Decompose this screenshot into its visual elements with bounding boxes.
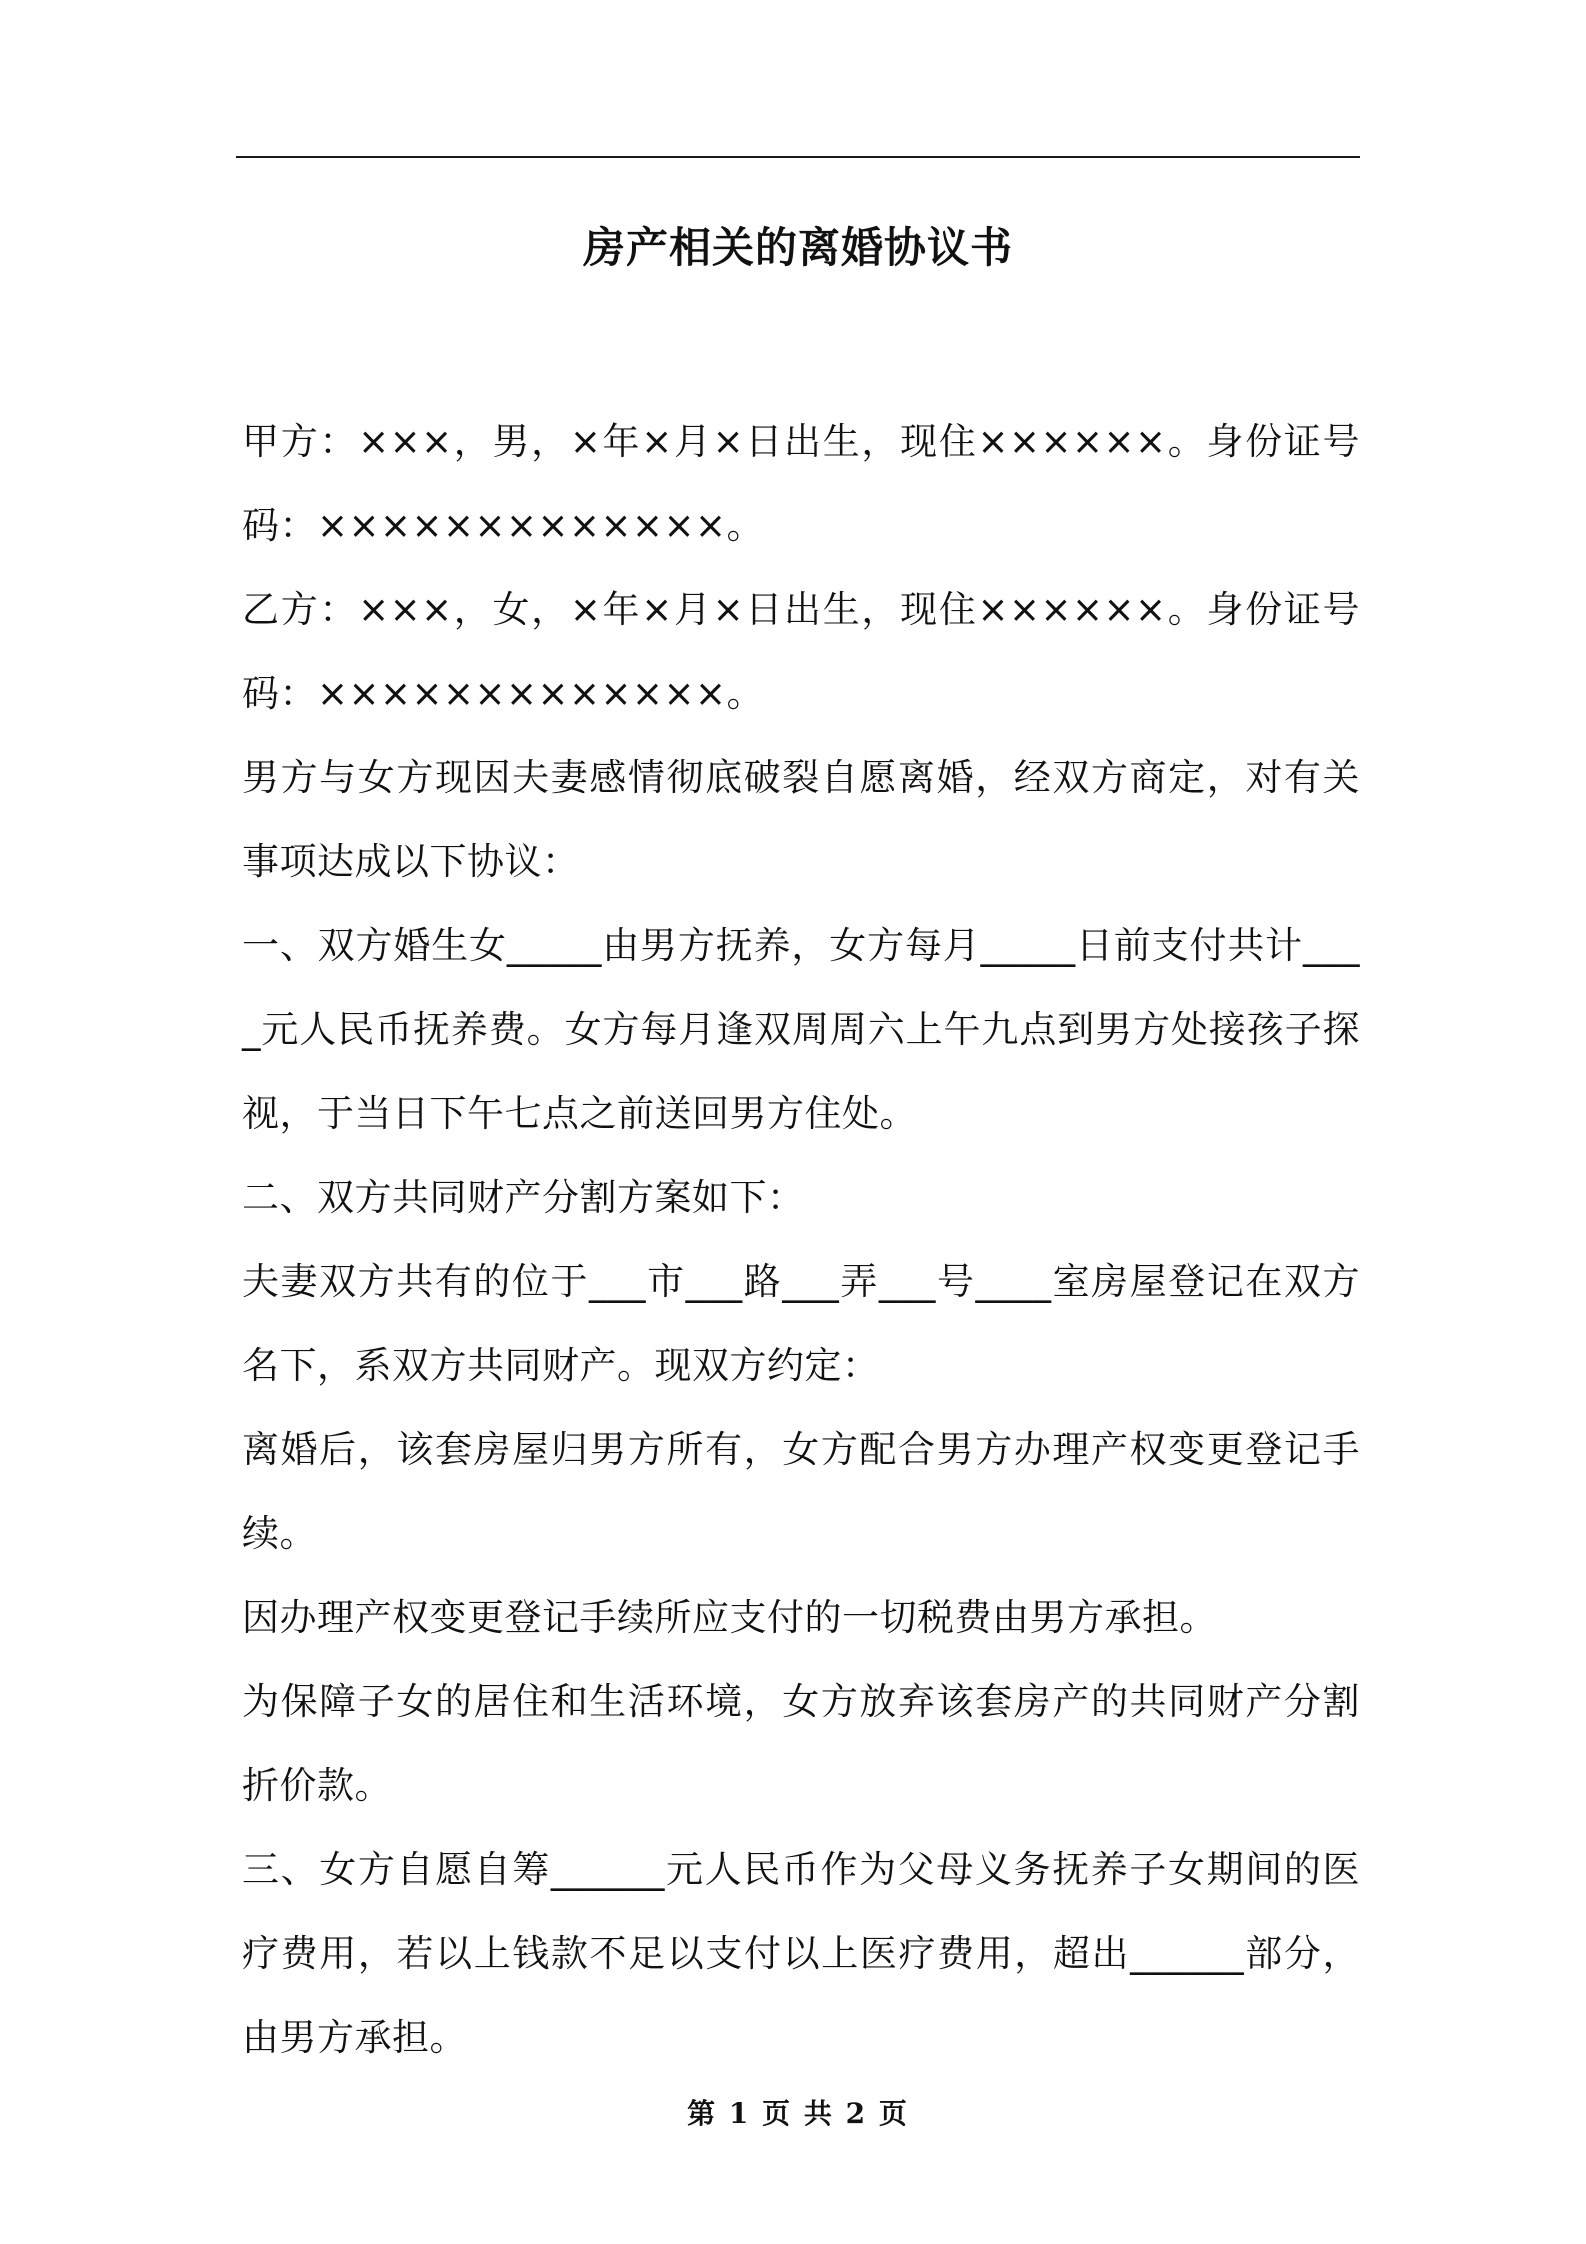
page-number-footer: 第 1 页 共 2 页 (687, 2097, 909, 2130)
property-description-paragraph: 夫妻双方共有的位于___市___路___弄___号____室房屋登记在双方名下，系双方共同财产。现双方约定： (242, 1260, 1360, 1387)
party-a-paragraph: 甲方：×××，男，×年×月×日出生，现住××××××。身份证号码：×××××××××××××。 (242, 420, 1360, 547)
tax-responsibility-paragraph: 因办理产权变更登记手续所应支付的一切税费由男方承担。 (242, 1596, 1217, 1639)
clause-2-heading: 二、双方共同财产分割方案如下： (242, 1176, 805, 1219)
header-rule (236, 156, 1360, 158)
party-b-paragraph: 乙方：×××，女，×年×月×日出生，现住××××××。身份证号码：×××××××××××××。 (242, 588, 1360, 715)
document-title: 房产相关的离婚协议书 (582, 223, 1013, 272)
preamble-paragraph: 男方与女方现因夫妻感情彻底破裂自愿离婚，经双方商定，对有关事项达成以下协议： (242, 756, 1360, 883)
clause-1-paragraph: 一、双方婚生女_____由男方抚养，女方每月_____日前支付共计____元人民币抚养费。女方每月逢双周周六上午九点到男方处接孩子探视，于当日下午七点之前送回男方住处。 (242, 924, 1360, 1135)
clause-3-paragraph: 三、女方自愿自筹______元人民币作为父母义务抚养子女期间的医疗费用，若以上钱款不足以支付以上医疗费用，超出______部分，由男方承担。 (242, 1848, 1360, 2059)
waiver-paragraph: 为保障子女的居住和生活环境，女方放弃该套房产的共同财产分割折价款。 (242, 1680, 1360, 1807)
document-body (242, 400, 1360, 2080)
property-ownership-paragraph: 离婚后，该套房屋归男方所有，女方配合男方办理产权变更登记手续。 (242, 1428, 1360, 1555)
